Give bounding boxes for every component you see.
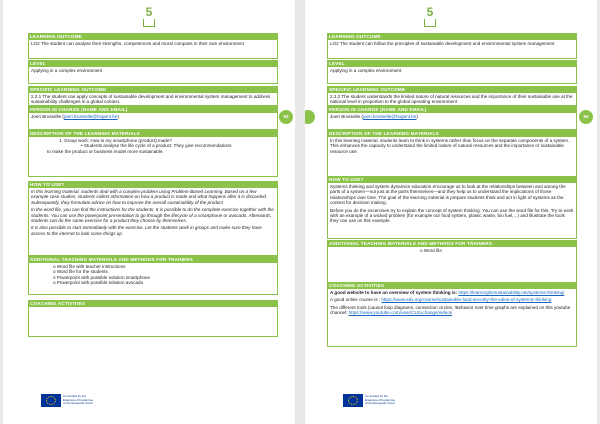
section-header: COACHING ACTIVITIES	[28, 300, 278, 307]
how-to-use-section	[327, 176, 577, 239]
description-item: to make the product or business model more sustainable.	[47, 148, 164, 154]
person-email-link[interactable]: joeri.brusselle@hogent.be	[362, 114, 417, 119]
level-section	[327, 60, 577, 84]
description-section	[327, 130, 577, 177]
coaching-line-text: A good website to have an overview of system thinking is:	[330, 290, 459, 295]
paragraph: In the word file, you can find the instructions for the students. It is possible to do the complete exercise together with the students. You can use the powerpoint presentation to go through the lifecycle of a smartphone or avocado. Afterwards, students can do the same exercise for a product they choose by themselves.	[31, 207, 274, 224]
description-text	[28, 137, 278, 177]
specific-outcome-text: 2.2.1 The student can apply concepts of sustainable development and environmental system management to address sustainability challenges in a global context.	[28, 93, 278, 106]
section-header: LEARNING OUTCOME	[327, 33, 577, 40]
person-section	[28, 106, 278, 130]
logo-number: 5	[426, 5, 434, 19]
level-text: Applying in a complex environment	[327, 67, 577, 84]
level-text: Applying in a complex environment	[28, 67, 278, 84]
section-header: SPECIFIC LEARNING OUTCOME	[28, 86, 278, 93]
paragraph: It is also possible to start immediately with the exercise. Let the students work in groups and make sure they have access to the internet to look some things up.	[31, 225, 262, 236]
paragraph: Before you do the excercises try to explain the concept of system thinking. You can use the word file for this. Try to work with an example of a wicked problem (for example our food system, plastic waste, bio fuel,...) and illustrate the tools they can use on this example.	[330, 207, 574, 224]
system-thinking-link[interactable]: https://learningforsustainability.net/systems-thinking/	[458, 290, 565, 295]
additional-materials-list	[28, 263, 278, 295]
section-header: HOW TO USE?	[28, 181, 278, 188]
section-header: LEVEL	[28, 60, 278, 67]
list-item: o Powerpoint with possible solution smartphone	[53, 275, 275, 280]
list-item: o Word file for the students	[53, 269, 275, 274]
description-text: In this learning material, students learn to think in systems rather than focus on the separate components of a system. This enhances the capacity to understand the limited nature of natural resources and the importance or sustainable resource use.	[327, 137, 577, 177]
specific-outcome-text: 2.2.2 The student understands the limited nature of natural resources and the importance of their sustainable use at the national level in proportion to the global operating environment	[327, 93, 577, 106]
page-number-badge: 94	[579, 110, 593, 124]
section-header: ADDITIONAL TEACHING MATERIALS AND METHODS FOR TRAINERS	[28, 256, 278, 263]
logo-mark	[424, 19, 436, 27]
how-to-use-text	[327, 183, 577, 239]
section-header: PERSON IN CHARGE (NAME AND EMAIL)	[28, 106, 278, 113]
eu-line: Co-funded by the	[365, 394, 389, 398]
logo-number: 5	[145, 5, 153, 19]
eu-flag-icon	[41, 394, 61, 407]
person-close: )	[117, 114, 119, 119]
person-text	[327, 113, 577, 130]
learning-outcome-text: LO2 The student can analyse their strengths, competences and moral compass in their own environment	[28, 40, 278, 59]
specific-outcome-section	[28, 86, 278, 106]
additional-materials-section	[327, 240, 577, 285]
page-number-badge: 93	[279, 110, 293, 124]
additional-materials-section	[28, 256, 278, 295]
coaching-line-text: The different tools (causal loop diagrams, connection circles, 'Behavior over time graphs are explained on this youtube channel:	[330, 304, 571, 316]
section-header: PERSON IN CHARGE (NAME AND EMAIL)	[327, 106, 577, 113]
document-page-right	[305, 0, 597, 424]
coaching-line	[330, 305, 574, 316]
eu-line: Co-funded by the	[63, 394, 87, 398]
description-section	[28, 130, 278, 177]
coaching-section	[28, 300, 278, 337]
page-number-badge-left-tab	[305, 110, 315, 124]
coaching-text	[327, 289, 577, 347]
person-close: )	[416, 114, 418, 119]
coaching-section	[327, 282, 577, 347]
logo-mark	[143, 19, 155, 27]
section-header: DESCRIPTION OF THE LEARNING MATERIALS	[327, 130, 577, 137]
level-section	[28, 60, 278, 84]
youtube-channel-link[interactable]: https://www.youtube.com/user/CLExchange/videos	[348, 310, 453, 316]
how-to-use-text	[28, 188, 278, 256]
document-page-left	[3, 0, 295, 424]
paragraph: Systems thinking and system dynamics education encourage us to look at the relationships between and among the parts of a system—not just at the parts themselves—and they help us to understand the implications of those relationships over time. The goal of the learning material is prepare students think and act in light of systems as the context for decision making.	[330, 184, 566, 206]
eu-line: Erasmus+ Programme	[63, 397, 94, 402]
section-header: LEARNING OUTCOME	[28, 33, 278, 40]
eu-footer	[343, 394, 423, 408]
description-item: • Students analyse the life cycle of a product. They give recommendations	[81, 143, 232, 149]
edx-course-link[interactable]: https://www.edx.org/course/sustainable-food-security-the-value-of-systemic-thinking	[381, 297, 552, 303]
eu-funding-text	[365, 395, 395, 406]
eu-footer	[41, 394, 121, 408]
person-email-link[interactable]: joeri.brusselle@hogent.be	[63, 114, 118, 119]
section-header: HOW TO USE?	[327, 176, 577, 183]
coaching-line	[330, 290, 574, 295]
list-item: o Word file with teacher instructions	[53, 264, 275, 269]
paragraph: In this learning material, students deal with a complex problem using Problem-Based Learning. Based on a few example case studies, students collect information on how a product is made and what happens after it is discarded. Subsequently, they formulate advice on how to improve the overall sustainability of the product	[31, 189, 268, 205]
section-header: DESCRIPTION OF THE LEARNING MATERIALS	[28, 130, 278, 137]
description-item: 1. Group work: How is my smartphone (product) made?	[59, 138, 173, 143]
learning-outcome-section	[28, 33, 278, 59]
section-header: SPECIFIC LEARNING OUTCOME	[327, 86, 577, 93]
section-header: LEVEL	[327, 60, 577, 67]
learning-outcome-text: LO2 The student can follow the principles of sustainable development and environmental system management	[327, 40, 577, 59]
eu-line: Erasmus+ Programme	[365, 397, 396, 402]
learning-outcome-section	[327, 33, 577, 59]
eu-flag-icon	[343, 394, 363, 407]
list-item: o Powerpoint with possible solution avocado	[53, 280, 275, 285]
project-logo	[423, 6, 437, 28]
coaching-text	[28, 307, 278, 337]
eu-line: of the European Union	[365, 401, 396, 406]
section-header: COACHING ACTIVITIES	[327, 282, 577, 289]
list-item: o Word file	[420, 248, 574, 253]
how-to-use-section	[28, 181, 278, 256]
person-section	[327, 106, 577, 130]
eu-line: of the European Union	[63, 401, 94, 406]
additional-materials-list	[327, 247, 577, 285]
person-name: Joeri Brusselle (	[31, 114, 64, 119]
person-text	[28, 113, 278, 130]
coaching-line	[330, 297, 574, 302]
project-logo	[142, 6, 156, 28]
person-name: Joeri Brusselle (	[330, 114, 363, 119]
coaching-line-text: A good online course is :	[330, 297, 382, 303]
eu-funding-text	[63, 395, 93, 406]
section-header: ADDITIONAL TEACHING MATERIALS AND METHODS FOR TRAINERS	[327, 240, 577, 247]
specific-outcome-section	[327, 86, 577, 106]
